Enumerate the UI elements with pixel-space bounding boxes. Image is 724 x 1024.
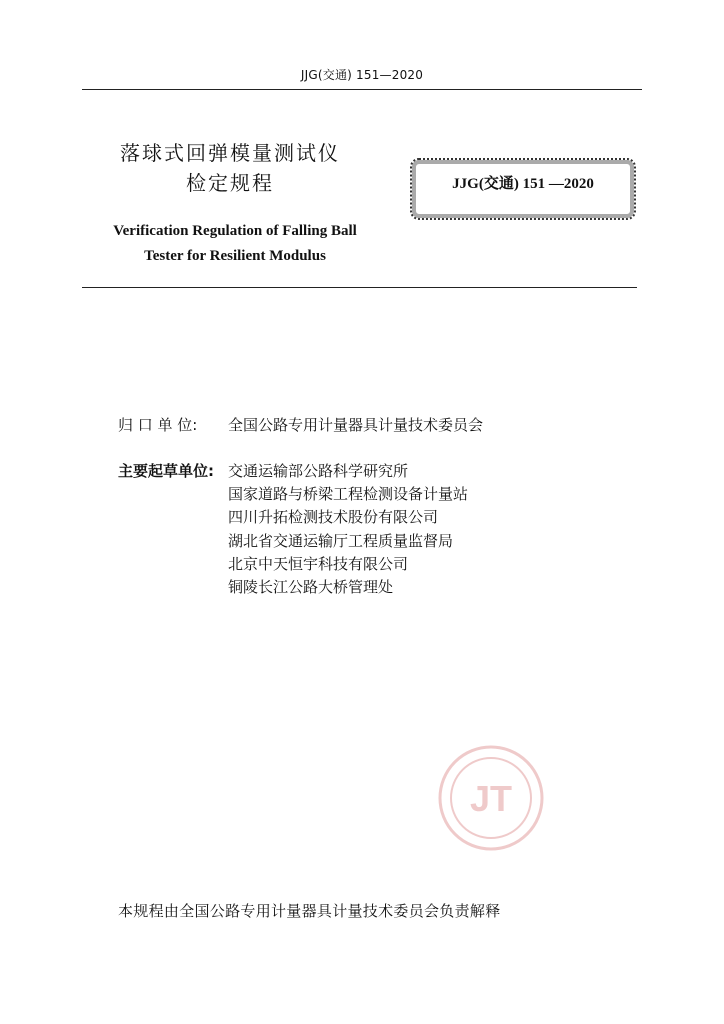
- title-rule: [82, 287, 637, 288]
- drafting-unit-item: 北京中天恒宇科技有限公司: [228, 555, 409, 573]
- drafting-unit-item: 国家道路与桥梁工程检测设备计量站: [228, 485, 469, 503]
- title-en-line2: Tester for Resilient Modulus: [144, 248, 326, 264]
- responsible-unit-value: 全国公路专用计量器具计量技术委员会: [228, 416, 484, 434]
- title-zh-line1: 落球式回弹模量测试仪: [120, 141, 340, 165]
- responsible-unit-label: 归 口 单 位:: [118, 416, 198, 434]
- standard-code-text: JJG(交通) 151 —2020: [452, 176, 594, 192]
- seal-text: JT: [469, 778, 513, 819]
- title-en-line1: Verification Regulation of Falling Ball: [113, 223, 357, 239]
- header-rule: [82, 89, 642, 90]
- jt-seal-watermark: [437, 744, 545, 852]
- drafting-unit-item: 湖北省交通运输厅工程质量监督局: [228, 532, 454, 550]
- drafting-unit-item: 交通运输部公路科学研究所: [228, 462, 409, 480]
- title-zh-line2: 检定规程: [186, 171, 274, 195]
- drafting-unit-item: 四川升拓检测技术股份有限公司: [228, 508, 439, 526]
- interpretation-note: 本规程由全国公路专用计量器具计量技术委员会负责解释: [118, 902, 501, 920]
- drafting-units-label: 主要起草单位:: [118, 462, 214, 480]
- header-standard-code: JJG(交通) 151—2020: [300, 68, 424, 82]
- drafting-unit-item: 铜陵长江公路大桥管理处: [228, 578, 394, 596]
